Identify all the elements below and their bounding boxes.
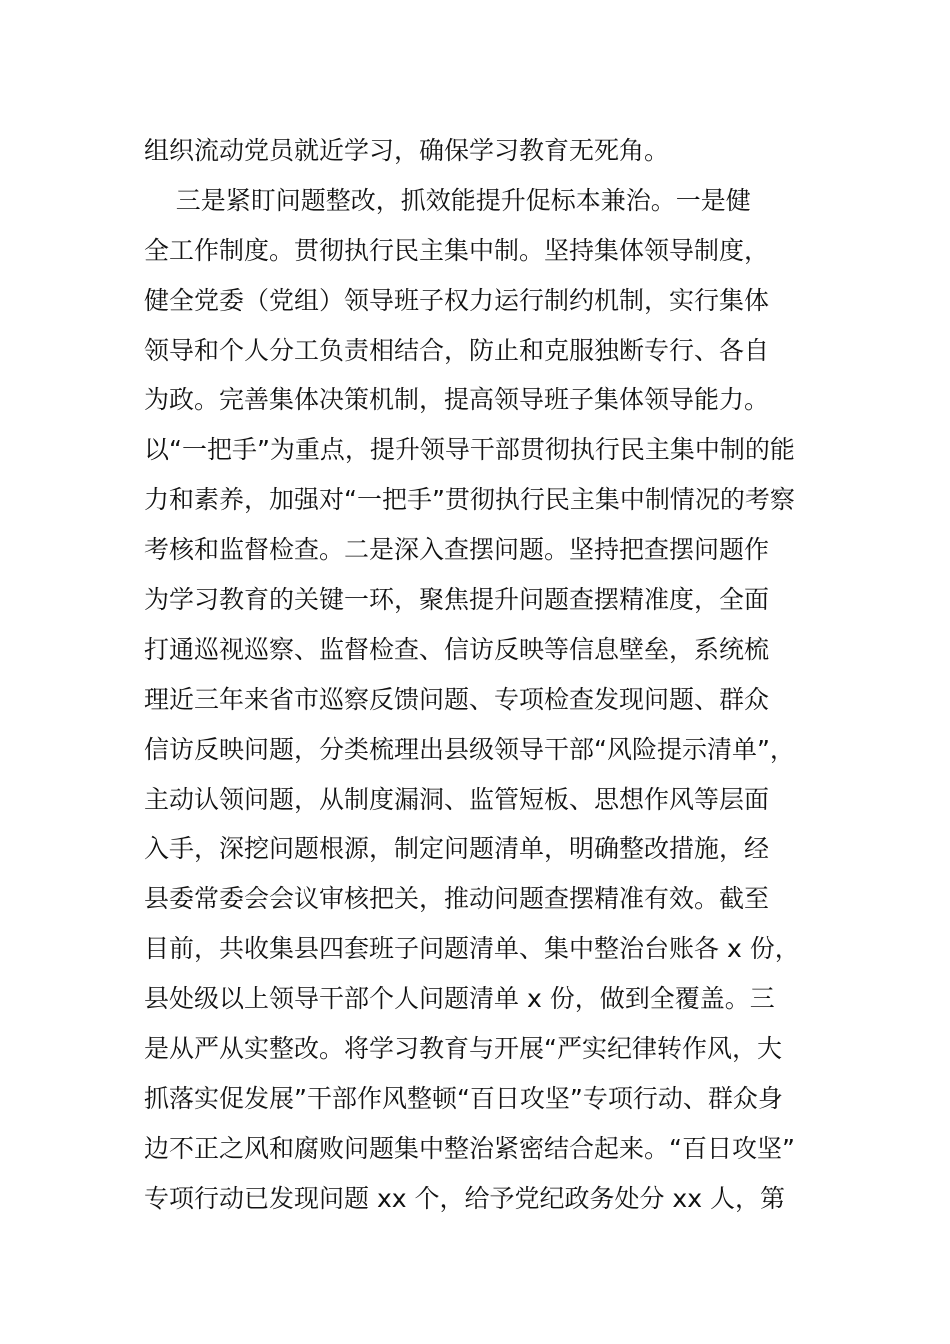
- body-text: [144, 126, 844, 1224]
- text-line: 抓落实促发展”干部作风整顿“百日攻坚”专项行动、群众身: [144, 1083, 783, 1113]
- text-line: 考核和监督检查。二是深入查摆问题。坚持把查摆问题作: [144, 535, 770, 565]
- text-line: 为学习教育的关键一环，聚焦提升问题查摆精准度，全面: [144, 585, 770, 615]
- text-line: 是从严从实整改。将学习教育与开展“严实纪律转作风，大: [144, 1034, 782, 1064]
- text-line: 领导和个人分工负责相结合，防止和克服独断专行、各自: [144, 335, 770, 365]
- text-line: 专项行动已发现问题 xx 个，给予党纪政务处分 xx 人，第: [144, 1183, 785, 1213]
- text-line: 为政。完善集体决策机制，提高领导班子集体领导能力。: [144, 385, 770, 415]
- text-line: 三是紧盯问题整改，抓效能提升促标本兼治。一是健: [144, 185, 751, 215]
- text-line: 组织流动党员就近学习，确保学习教育无死角。: [144, 136, 670, 165]
- text-line: 健全党委（党组）领导班子权力运行制约机制，实行集体: [144, 285, 770, 315]
- text-line: 主动认领问题，从制度漏洞、监管短板、思想作风等层面: [144, 784, 770, 814]
- text-line: 打通巡视巡察、监督检查、信访反映等信息壁垒，系统梳: [144, 634, 770, 664]
- text-line: 县委常委会会议审核把关，推动问题查摆精准有效。截至: [144, 884, 770, 914]
- text-line: 以“一把手”为重点，提升领导干部贯彻执行民主集中制的能: [144, 435, 795, 465]
- text-line: 力和素养，加强对“一把手”贯彻执行民主集中制情况的考察: [144, 485, 795, 515]
- text-line: 入手，深挖问题根源，制定问题清单，明确整改措施，经: [144, 834, 770, 864]
- text-line: 理近三年来省市巡察反馈问题、专项检查发现问题、群众: [144, 684, 770, 714]
- text-line: 边不正之风和腐败问题集中整治紧密结合起来。“百日攻坚”: [144, 1133, 795, 1163]
- text-line: 信访反映问题，分类梳理出县级领导干部“风险提示清单”，: [144, 734, 795, 764]
- text-line: 目前，共收集县四套班子问题清单、集中整治台账各 x 份，: [144, 934, 800, 964]
- text-line: 全工作制度。贯彻执行民主集中制。坚持集体领导制度，: [144, 235, 770, 265]
- text-line: 县处级以上领导干部个人问题清单 x 份，做到全覆盖。三: [144, 984, 775, 1014]
